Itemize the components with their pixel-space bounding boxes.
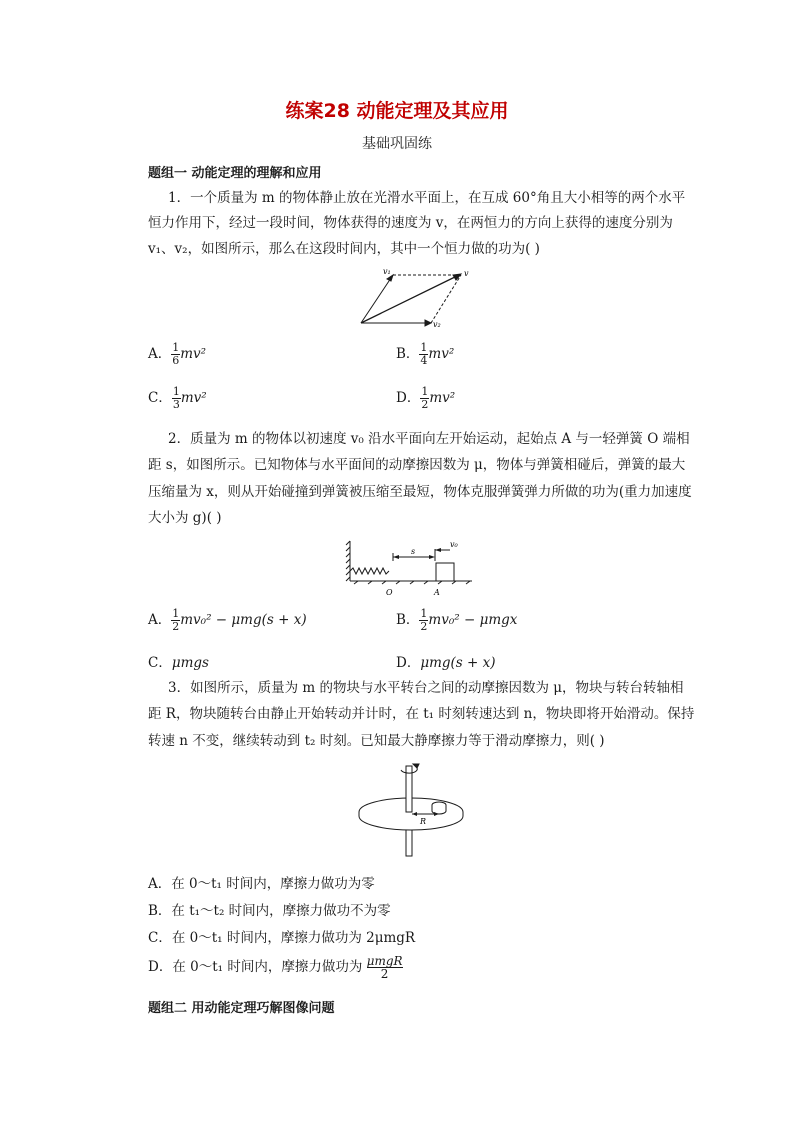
q2-option-c[interactable]: C．μmgs — [148, 655, 209, 671]
q3-option-d-fraction: $\frac{\text{μmgR}}{2}$ — [366, 954, 403, 981]
group-heading-2: 题组二 用动能定理巧解图像问题 — [148, 1001, 335, 1016]
q1-option-c[interactable]: C． $\frac{1}{3}$ mv² — [148, 385, 207, 411]
q2-option-a[interactable]: A． $\frac{1}{2}$ mv₀² − μmg(s + x) — [148, 607, 307, 633]
q2-spring-block-figure — [342, 537, 474, 599]
q2-label-s: s — [411, 547, 416, 556]
q1-velocity-parallelogram-figure — [355, 265, 475, 329]
q3-turntable-rim — [359, 812, 463, 830]
q1-option-b-fraction: $\frac{1}{4}$ — [420, 341, 428, 367]
q2-spring — [350, 568, 389, 574]
q1-option-c-fraction: $\frac{1}{3}$ — [172, 385, 180, 411]
q1-dashed-right — [431, 275, 461, 323]
q2-line-2: 距 s，如图所示。已知物体与水平面间的动摩擦因数为 μ，物体与弹簧相碰后，弹簧的最大 — [148, 457, 686, 473]
q3-option-c[interactable]: C．在 0～t₁ 时间内，摩擦力做功为 2μmgR — [148, 930, 416, 946]
q1-option-d[interactable]: D． $\frac{1}{2}$ mv² — [396, 385, 456, 411]
q3-label-r: R — [420, 817, 427, 826]
q1-option-a-fraction: $\frac{1}{6}$ — [172, 341, 180, 367]
q2-block — [436, 563, 454, 581]
q1-v2-arrowhead — [425, 320, 431, 326]
q1-option-b[interactable]: B． $\frac{1}{4}$ mv² — [396, 341, 455, 367]
q2-label-o: O — [386, 588, 393, 597]
q2-label-v0: v₀ — [450, 540, 458, 549]
group-heading-1: 题组一 动能定理的理解和应用 — [148, 166, 322, 181]
q3-turntable-figure — [355, 758, 467, 860]
q2-line-4: 大小为 g)( ) — [148, 510, 222, 526]
q1-label-v2: v₂ — [433, 320, 441, 329]
q2-line-3: 压缩量为 x，则从开始碰撞到弹簧被压缩至最短，物体克服弹簧弹力所做的功为(重力加速度 — [148, 484, 692, 500]
q2-label-a: A — [434, 588, 440, 597]
q3-line-1: 3．如图所示，质量为 m 的物块与水平转台之间的动摩擦因数为 μ，物块与转台转轴相 — [168, 680, 684, 696]
q3-option-a[interactable]: A．在 0～t₁ 时间内，摩擦力做功为零 — [148, 876, 375, 892]
q1-line-2: 恒力作用下，经过一段时间，物体获得的速度为 v，在两恒力的方向上获得的速度分别为 — [148, 215, 673, 231]
q1-v-arrow — [361, 275, 459, 323]
q1-line-1: 1．一个质量为 m 的物体静止放在光滑水平面上，在互成 60°角且大小相等的两个水平 — [168, 190, 686, 206]
page-title: 练案28 动能定理及其应用 — [285, 100, 509, 122]
q2-option-b-fraction: $\frac{1}{2}$ — [420, 607, 428, 633]
q1-line-3: v₁、v₂，如图所示，那么在这段时间内，其中一个恒力做的功为( ) — [148, 241, 540, 257]
q2-option-b[interactable]: B． $\frac{1}{2}$ mv₀² − μmgx — [396, 607, 518, 633]
q2-v0-arrowhead — [435, 548, 441, 552]
q2-option-d[interactable]: D．μmg(s + x) — [396, 655, 496, 671]
q1-label-v1: v₁ — [383, 267, 391, 276]
q1-label-v: v — [464, 269, 469, 278]
q1-option-d-fraction: $\frac{1}{2}$ — [421, 385, 429, 411]
section-subtitle: 基础巩固练 — [362, 136, 432, 152]
q3-option-b[interactable]: B．在 t₁～t₂ 时间内，摩擦力做功不为零 — [148, 903, 391, 919]
q3-option-d[interactable]: D．在 0～t₁ 时间内，摩擦力做功为 $\frac{\text{μmgR}}{2}$ — [148, 954, 403, 981]
q3-line-3: 转速 n 不变，继续转动到 t₂ 时刻。已知最大静摩擦力等于滑动摩擦力，则( ) — [148, 733, 605, 749]
q3-line-2: 距 R，物块随转台由静止开始转动并计时，在 t₁ 时刻转速达到 n，物块即将开始滑动。保持 — [148, 706, 695, 722]
q2-line-1: 2．质量为 m 的物体以初速度 v₀ 沿水平面向左开始运动，起始点 A 与一轻弹簧 O 端相 — [168, 431, 690, 447]
q2-option-a-fraction: $\frac{1}{2}$ — [172, 607, 180, 633]
q1-option-a[interactable]: A． $\frac{1}{6}$ mv² — [148, 341, 207, 367]
